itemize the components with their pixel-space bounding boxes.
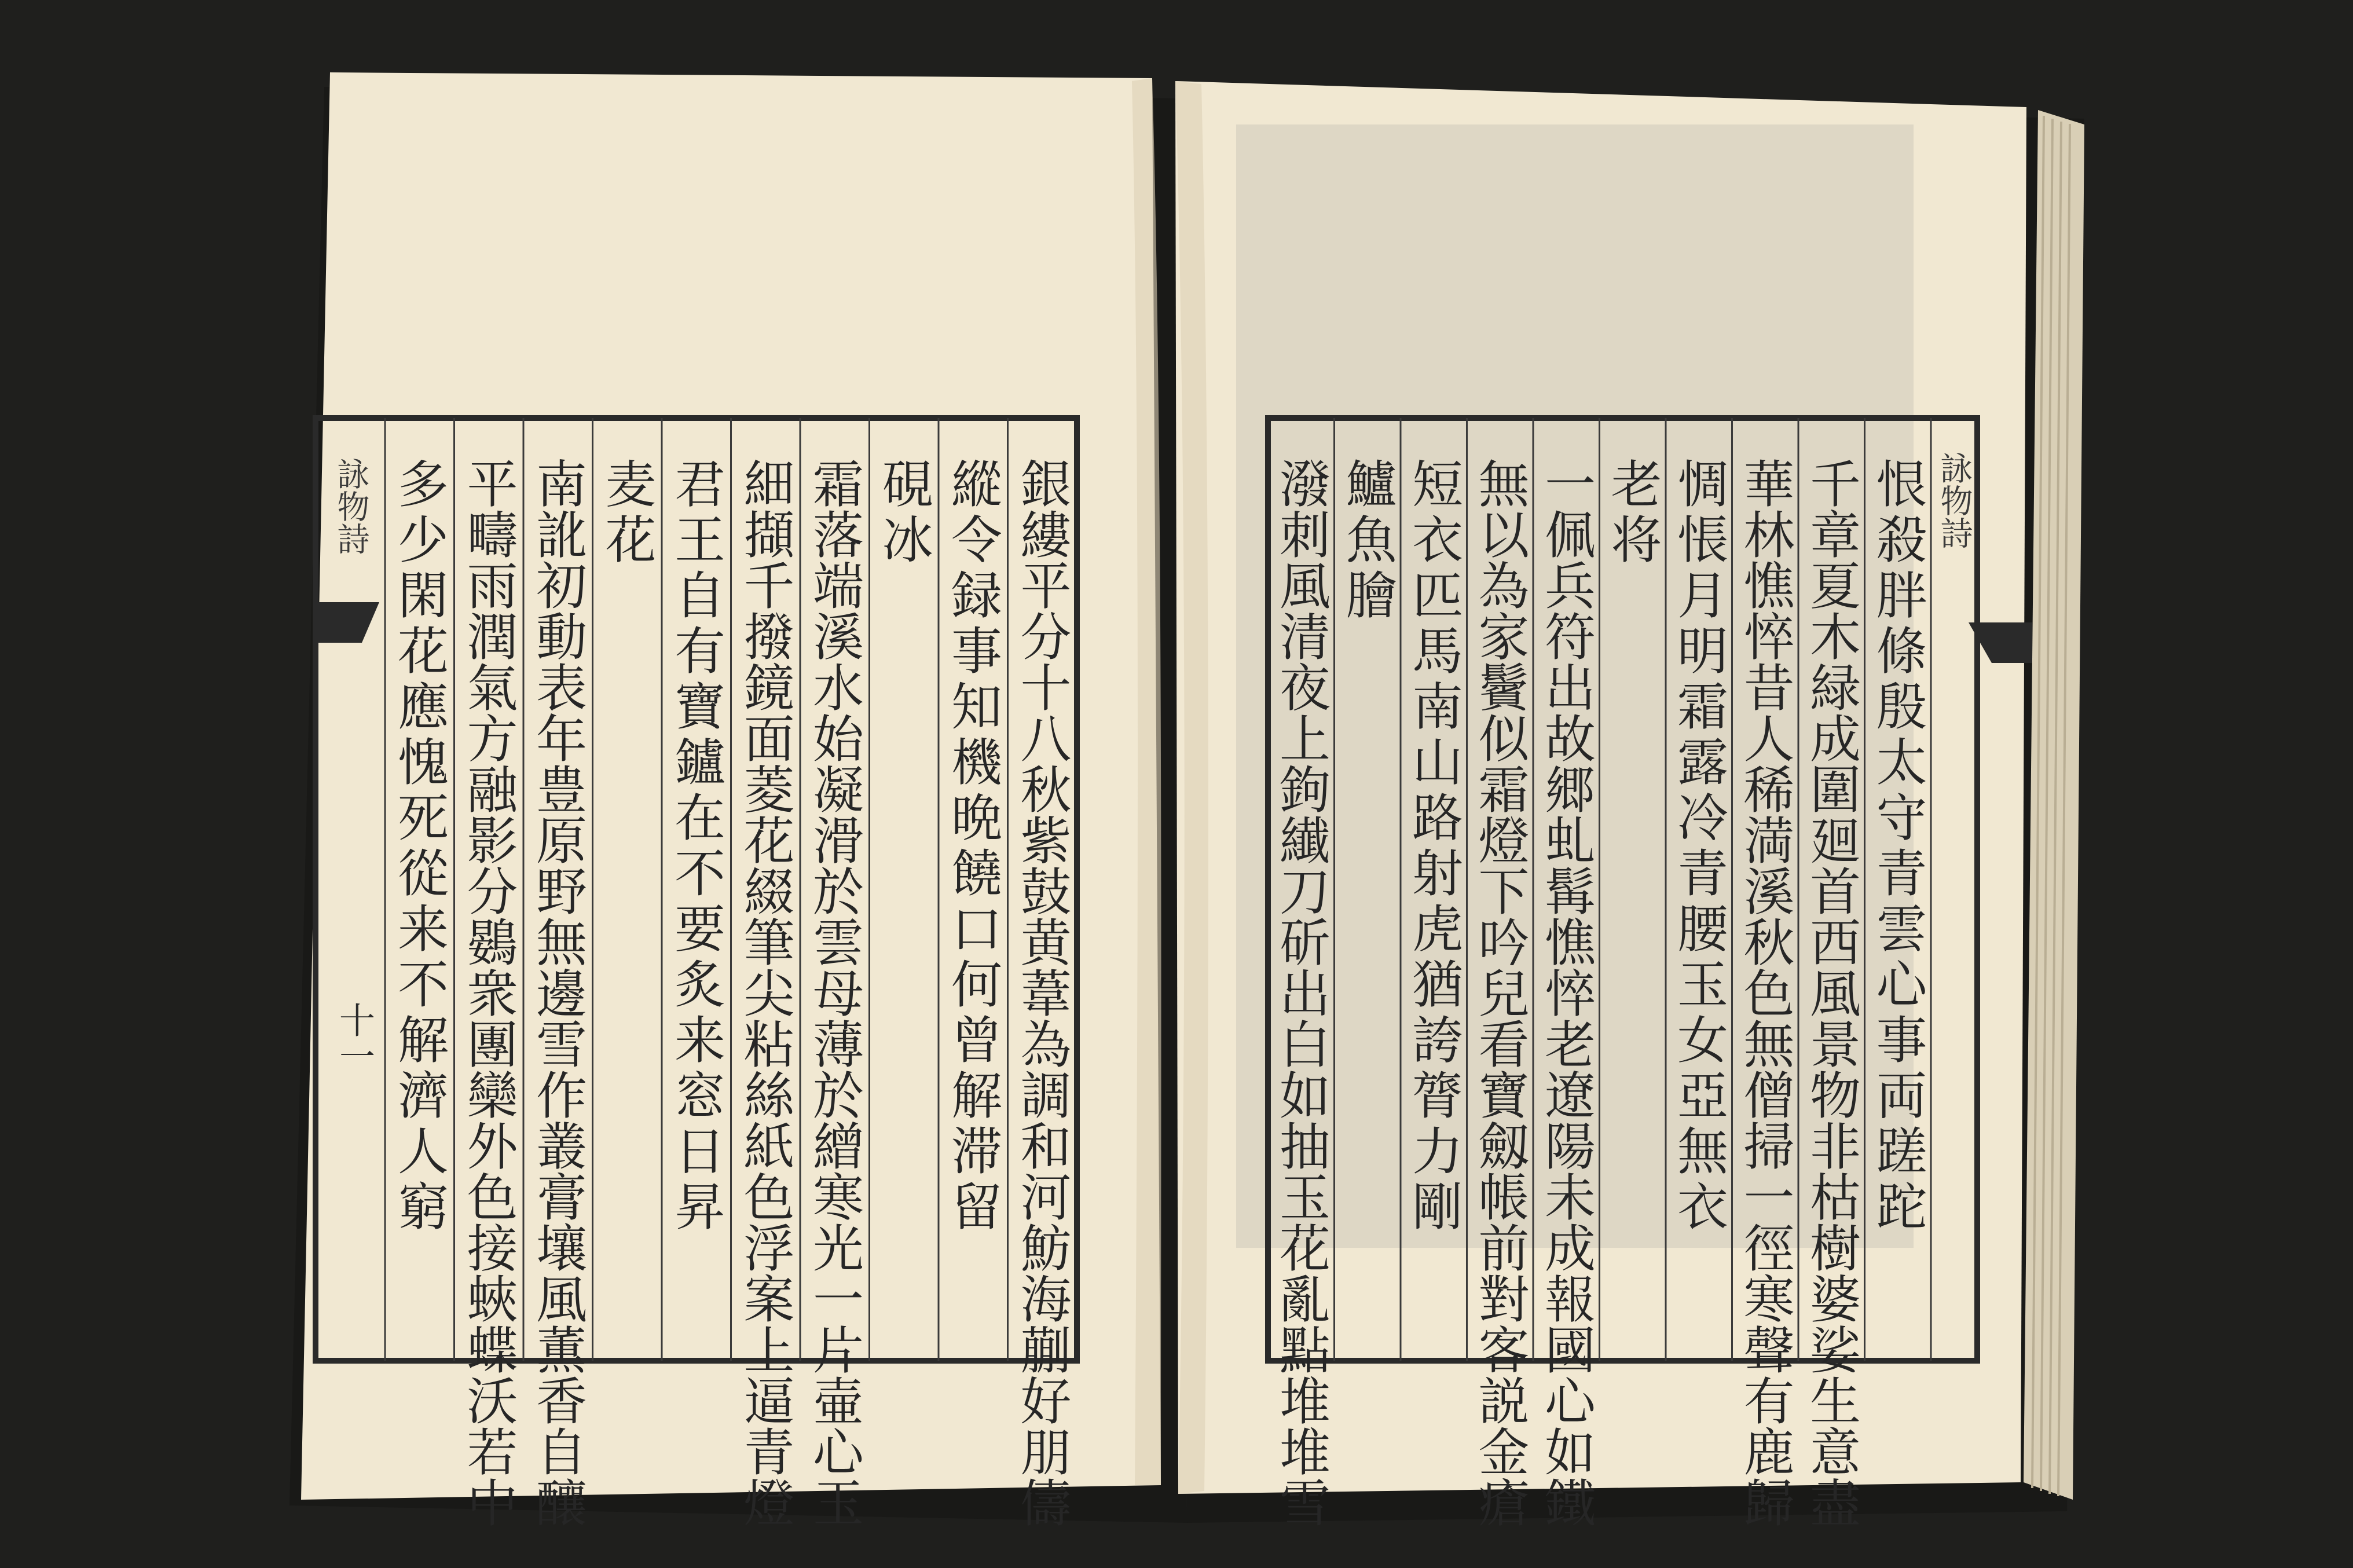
left-column: 君王自有寶鑪在不要炙来窓日昇	[666, 457, 726, 1236]
left-column: 南訛初動表年豊原野無邊雪作叢膏壤風薫香自釀	[528, 457, 588, 1527]
right-margin-title: 詠物詩	[1935, 452, 1973, 549]
left-column: 麦花	[597, 457, 657, 569]
right-column: 潑刺風清夜上鉤纎刀斫出白如抽玉花亂點堆堆雪	[1271, 457, 1331, 1527]
left-column: 硯冰	[874, 457, 934, 569]
left-column: 細擷千撥鏡面菱花綴筆尖粘絲紙色浮案上逼青燈	[735, 457, 796, 1527]
left-margin-title: 詠物詩	[332, 457, 370, 555]
left-column: 平疇雨潤氣方融影分鷃衆團欒外色接蛺蝶沃若中	[459, 457, 519, 1527]
left-column: 霜落端溪水始凝滑於雲母薄於繒寒光一片壷心玉	[805, 457, 864, 1527]
left-column: 銀縷平分十八秋紫鼓黄葦為調和河魴海蒯好朋儔	[1012, 457, 1072, 1527]
right-column: 一佩兵符出故郷虬髯憔悴老遼陽未成報國心如鐵	[1537, 457, 1596, 1527]
right-column: 短衣匹馬南山路射虎猶誇膂力剛	[1404, 457, 1464, 1236]
right-column: 老将	[1603, 457, 1663, 569]
right-column: 惆悵月明霜露冷青腰玉女亞無衣	[1669, 457, 1729, 1236]
right-column: 恨殺胖條殷太守青雲心事両蹉跎	[1868, 457, 1928, 1236]
left-column: 縱令録事知機晩饒口何曾解滞留	[943, 457, 1003, 1236]
left-folio: 十一	[333, 1002, 376, 1074]
right-column: 無以為家鬢似霜燈下吟兒看寶劔帳前對客説金瘡	[1470, 457, 1530, 1527]
right-column: 華林憔悴昔人稀満溪秋色無僧掃一徑寒聲有鹿歸	[1735, 457, 1795, 1527]
right-column: 千章夏木緑成圍廻首西風景物非枯樹婆娑生意盡	[1802, 457, 1861, 1527]
right-column: 鱸魚膾	[1337, 457, 1398, 624]
left-column: 多少閑花應愧死從来不解濟人窮	[390, 457, 449, 1236]
